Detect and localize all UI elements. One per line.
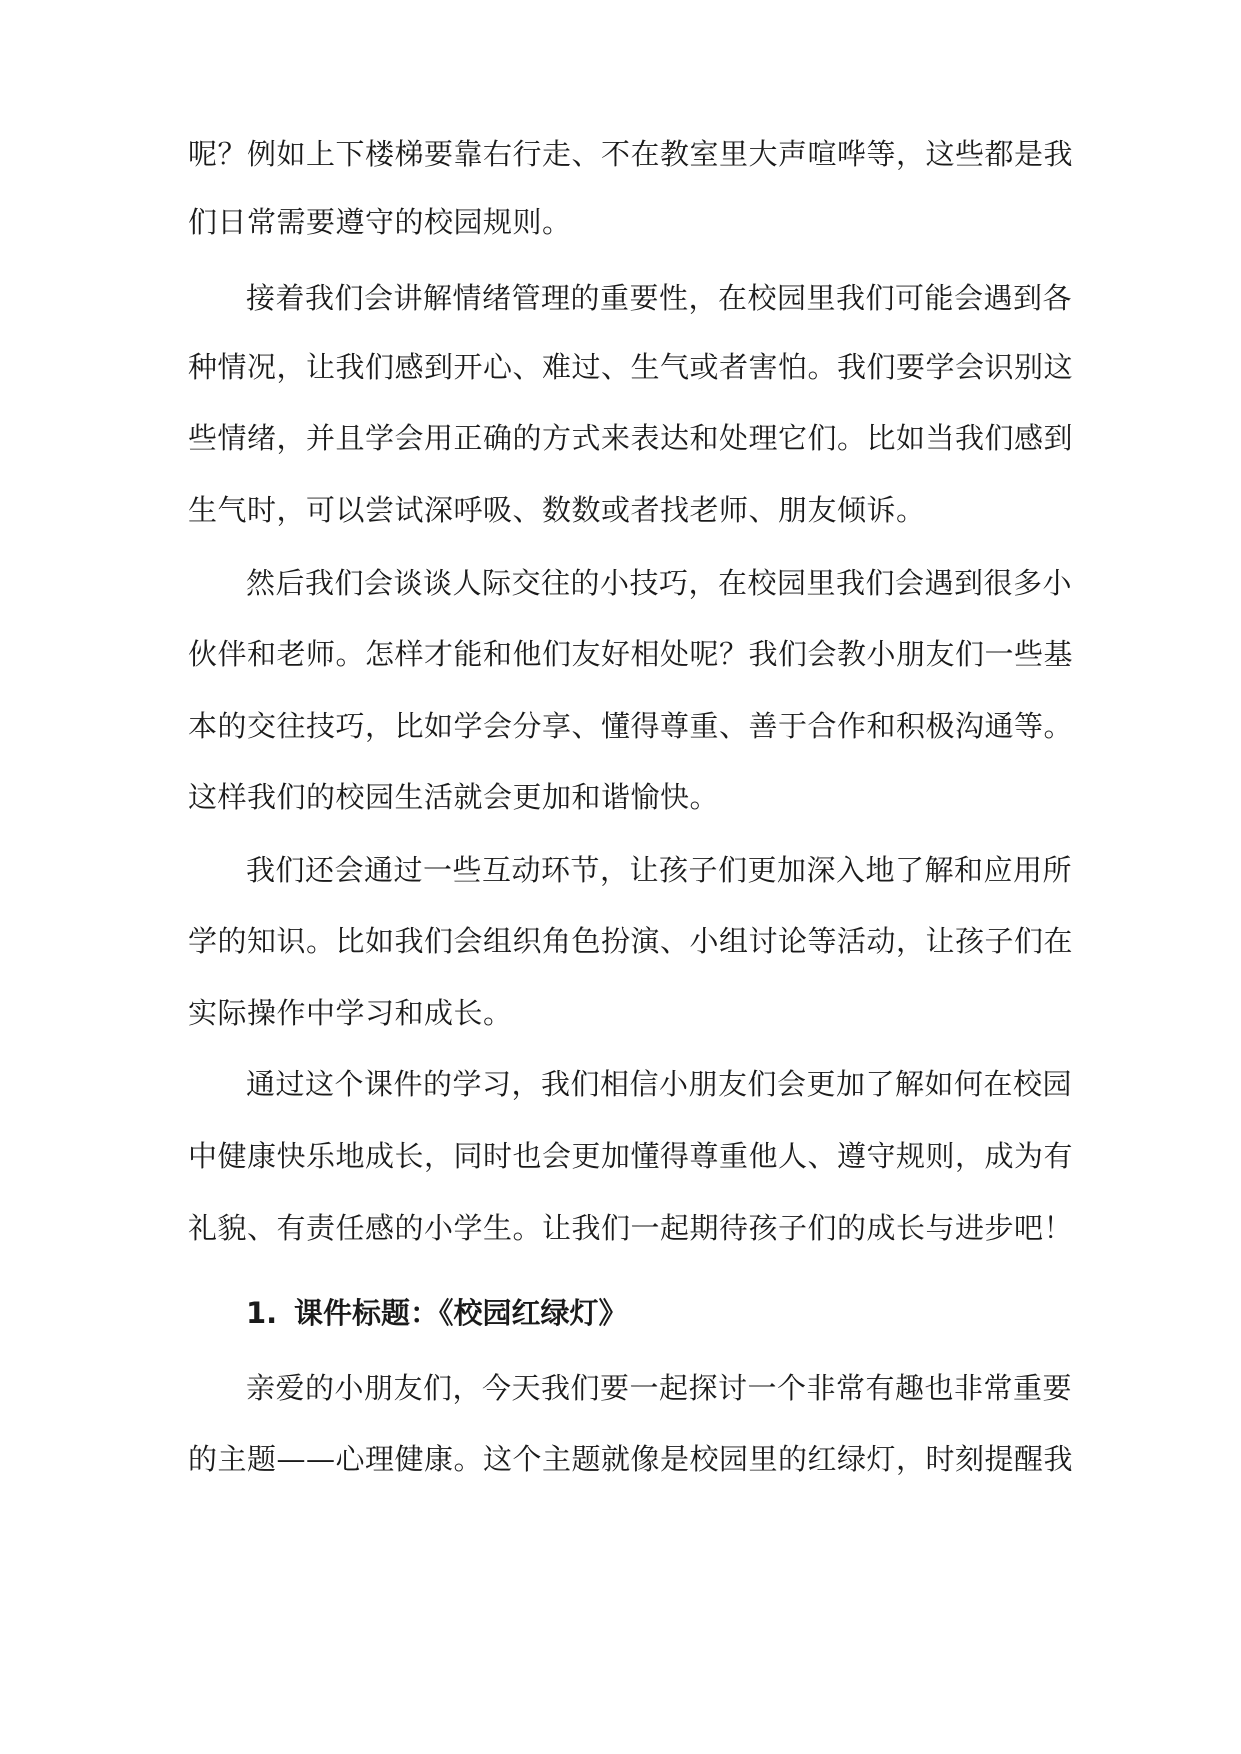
paragraph-line: 伙伴和老师。怎样才能和他们友好相处呢？我们会教小朋友们一些基	[188, 637, 1074, 671]
paragraph-line: 中健康快乐地成长，同时也会更加懂得尊重他人、遵守规则，成为有	[188, 1139, 1074, 1173]
paragraph-line: 生气时，可以尝试深呼吸、数数或者找老师、朋友倾诉。	[188, 493, 926, 527]
paragraph-line: 通过这个课件的学习，我们相信小朋友们会更加了解如何在校园	[246, 1067, 1073, 1101]
paragraph-line: 的主题——心理健康。这个主题就像是校园里的红绿灯，时刻提醒我	[188, 1442, 1074, 1476]
paragraph-line: 然后我们会谈谈人际交往的小技巧，在校园里我们会遇到很多小	[246, 566, 1073, 600]
section-heading	[246, 1293, 1068, 1333]
section-number: 1.	[246, 1296, 278, 1330]
paragraph-line: 接着我们会讲解情绪管理的重要性，在校园里我们可能会遇到各	[246, 281, 1073, 315]
paragraph-line: 礼貌、有责任感的小学生。让我们一起期待孩子们的成长与进步吧！	[188, 1211, 1074, 1245]
paragraph-line: 亲爱的小朋友们，今天我们要一起探讨一个非常有趣也非常重要	[246, 1371, 1073, 1405]
paragraph-line: 们日常需要遵守的校园规则。	[188, 205, 572, 239]
paragraph-line: 实际操作中学习和成长。	[188, 996, 513, 1030]
section-title: 课件标题：《校园红绿灯》	[294, 1296, 628, 1330]
paragraph-line: 些情绪，并且学会用正确的方式来表达和处理它们。比如当我们感到	[188, 421, 1074, 455]
paragraph-line: 本的交往技巧，比如学会分享、懂得尊重、善于合作和积极沟通等。	[188, 709, 1074, 743]
paragraph-line: 学的知识。比如我们会组织角色扮演、小组讨论等活动，让孩子们在	[188, 924, 1074, 958]
paragraph-line: 种情况，让我们感到开心、难过、生气或者害怕。我们要学会识别这	[188, 350, 1074, 384]
paragraph-line: 我们还会通过一些互动环节，让孩子们更加深入地了解和应用所	[246, 853, 1073, 887]
paragraph-line: 这样我们的校园生活就会更加和谐愉快。	[188, 780, 720, 814]
paragraph-line: 呢？例如上下楼梯要靠右行走、不在教室里大声喧哗等，这些都是我	[188, 137, 1074, 171]
